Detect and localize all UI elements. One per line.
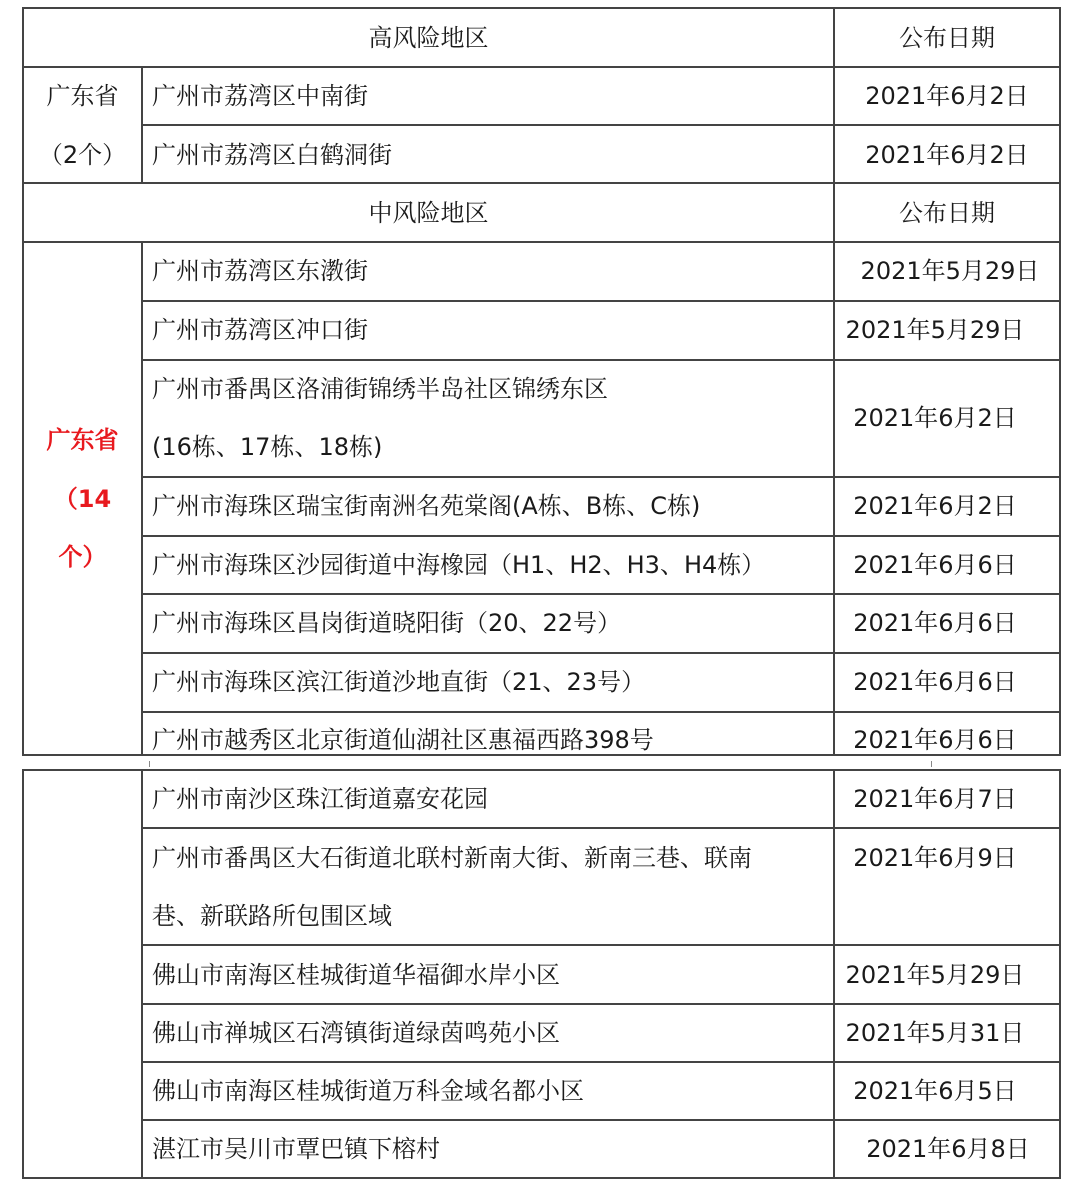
- table-border: [22, 769, 24, 1179]
- date-cell: 2021年5月29日: [845, 316, 1025, 344]
- date-cell: 2021年6月5日: [853, 1077, 1017, 1105]
- province-label: 广东省: [46, 82, 119, 110]
- row-divider: [141, 944, 1061, 946]
- table-border: [22, 1177, 1061, 1179]
- area-cell: 广州市南沙区珠江街道嘉安花园: [152, 785, 488, 813]
- page-break-mark: [931, 761, 932, 767]
- row-divider: [141, 827, 1061, 829]
- medium-risk-header: 中风险地区: [368, 199, 489, 227]
- area-cell: 广州市荔湾区白鹤洞街: [152, 141, 392, 169]
- date-cell: 2021年6月8日: [866, 1135, 1030, 1163]
- date-cell: 2021年6月6日: [853, 726, 1017, 754]
- date-cell: 2021年6月2日: [853, 404, 1017, 432]
- column-divider: [141, 241, 143, 756]
- row-divider: [141, 535, 1061, 537]
- date-cell: 2021年5月31日: [845, 1019, 1025, 1047]
- area-cell: 广州市海珠区瑞宝街南洲名苑棠阁(A栋、B栋、C栋): [152, 492, 701, 520]
- area-cell: 佛山市南海区桂城街道华福御水岸小区: [152, 961, 560, 989]
- date-cell: 2021年6月6日: [853, 551, 1017, 579]
- area-cell: 佛山市南海区桂城街道万科金域名都小区: [152, 1077, 584, 1105]
- date-header: 公布日期: [899, 199, 995, 227]
- row-divider: [141, 1061, 1061, 1063]
- table-border: [22, 7, 1061, 9]
- area-cell: 广州市海珠区沙园街道中海橡园（H1、H2、H3、H4栋）: [152, 551, 766, 579]
- page-break-mark: [149, 761, 150, 767]
- row-divider: [141, 1119, 1061, 1121]
- area-cell: (16栋、17栋、18栋): [152, 433, 383, 461]
- table-border: [22, 769, 1061, 771]
- row-divider: [141, 359, 1061, 361]
- area-cell: 广州市越秀区北京街道仙湖社区惠福西路398号: [152, 726, 654, 754]
- area-cell: 广州市荔湾区东漖街: [152, 257, 368, 285]
- row-divider: [141, 124, 1061, 126]
- date-cell: 2021年6月9日: [853, 844, 1017, 872]
- area-cell: 广州市海珠区昌岗街道晓阳街（20、22号）: [152, 609, 622, 637]
- date-cell: 2021年6月7日: [853, 785, 1017, 813]
- row-divider: [141, 476, 1061, 478]
- high-risk-header: 高风险地区: [368, 24, 489, 52]
- date-cell: 2021年6月6日: [853, 609, 1017, 637]
- table-border: [1059, 7, 1061, 756]
- row-divider: [141, 593, 1061, 595]
- row-divider: [141, 1003, 1061, 1005]
- date-cell: 2021年6月2日: [853, 492, 1017, 520]
- row-divider: [22, 241, 1061, 243]
- area-cell: 巷、新联路所包围区域: [152, 902, 392, 930]
- date-cell: 2021年6月2日: [865, 82, 1029, 110]
- row-divider: [141, 711, 1061, 713]
- date-cell: 2021年6月2日: [865, 141, 1029, 169]
- area-cell: 广州市番禺区大石街道北联村新南大街、新南三巷、联南: [152, 844, 752, 872]
- province-count: （2个）: [38, 141, 127, 169]
- area-cell: 广州市番禺区洛浦街锦绣半岛社区锦绣东区: [152, 375, 608, 403]
- province-count: （14: [53, 485, 112, 513]
- table-border: [1059, 769, 1061, 1179]
- column-divider: [833, 7, 835, 756]
- area-cell: 湛江市吴川市覃巴镇下榕村: [152, 1135, 440, 1163]
- row-divider: [22, 182, 1061, 184]
- date-cell: 2021年5月29日: [845, 961, 1025, 989]
- province-count: 个）: [58, 543, 107, 571]
- table-border: [22, 7, 24, 756]
- row-divider: [141, 652, 1061, 654]
- area-cell: 广州市荔湾区冲口街: [152, 316, 368, 344]
- row-divider: [141, 300, 1061, 302]
- province-label: 广东省: [46, 426, 119, 454]
- date-cell: 2021年6月6日: [853, 668, 1017, 696]
- column-divider: [141, 769, 143, 1179]
- date-cell: 2021年5月29日: [860, 257, 1040, 285]
- area-cell: 广州市荔湾区中南街: [152, 82, 368, 110]
- area-cell: 佛山市禅城区石湾镇街道绿茵鸣苑小区: [152, 1019, 560, 1047]
- row-divider: [22, 66, 1061, 68]
- area-cell: 广州市海珠区滨江街道沙地直街（21、23号）: [152, 668, 646, 696]
- date-header: 公布日期: [899, 24, 995, 52]
